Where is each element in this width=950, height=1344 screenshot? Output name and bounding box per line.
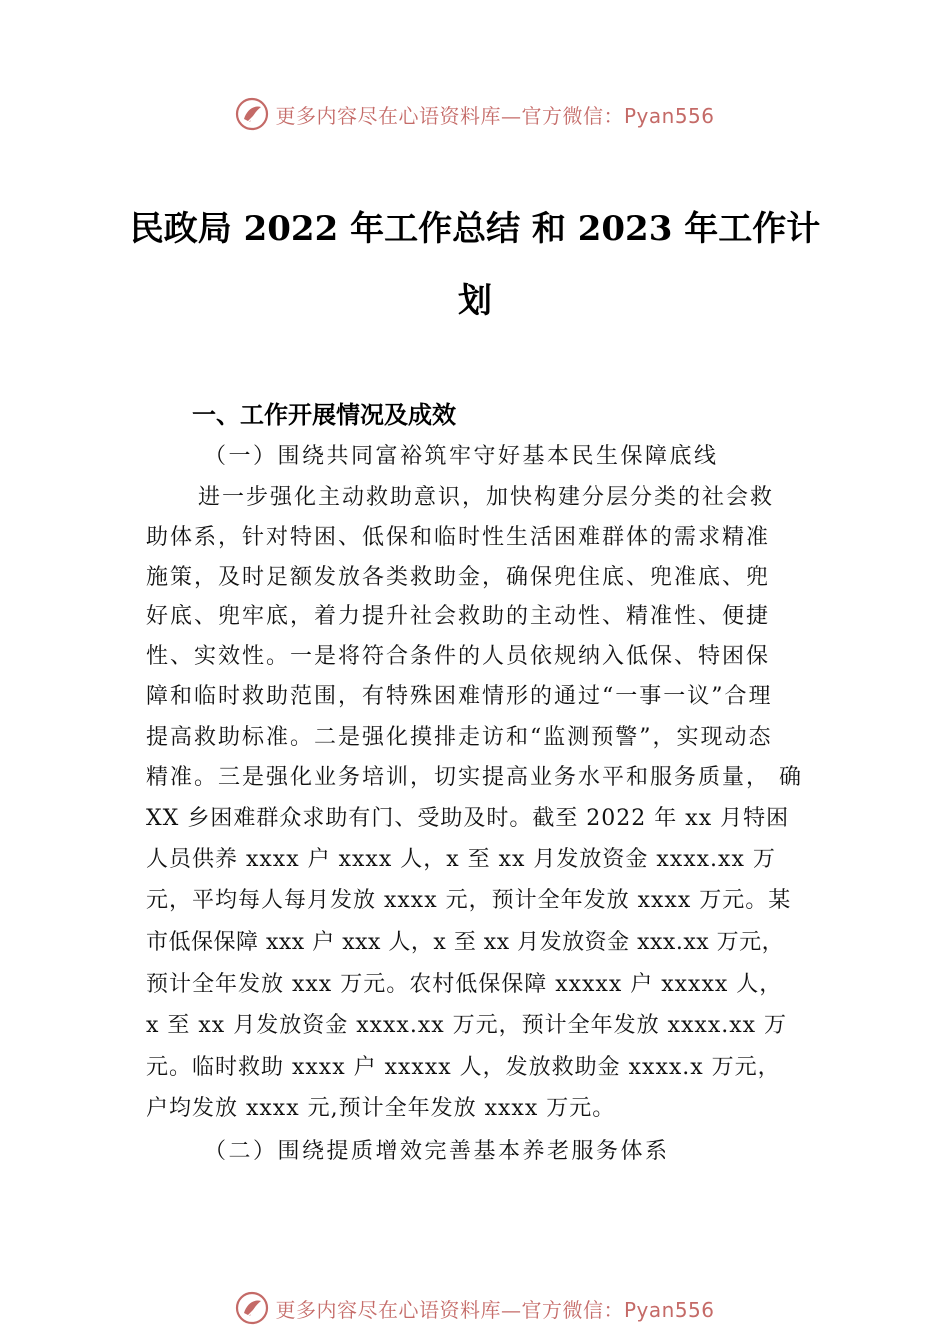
paragraph-line: 精准。三是强化业务培训，切实提高业务水平和服务质量， 确 xyxy=(146,765,803,790)
document-title-line-1: 民政局 2022 年工作总结 和 2023 年工作计 xyxy=(129,209,821,249)
document-title-line-2: 划 xyxy=(458,281,492,321)
paragraph-line: 好底、兜牢底，着力提升社会救助的主动性、精准性、便捷 xyxy=(146,604,771,629)
paragraph-line: 助体系，针对特困、低保和临时性生活困难群体的需求精准 xyxy=(146,525,771,550)
watermark-text xyxy=(275,1294,714,1323)
paragraph-line: 预计全年发放 xxx 万元。农村低保保障 xxxxx 户 xxxxx 人， xyxy=(146,972,783,997)
paragraph-line: 元，平均每人每月发放 xxxx 元，预计全年发放 xxxx 万元。某 xyxy=(146,888,792,913)
paragraph-line: 性、实效性。一是将符合条件的人员依规纳入低保、特困保 xyxy=(146,644,771,669)
paragraph-line: 提高救助标准。二是强化摸排走访和“监测预警”，实现动态 xyxy=(146,725,773,750)
subsection-heading-2: （二）围绕提质增效完善基本养老服务体系 xyxy=(204,1139,670,1164)
logo-icon xyxy=(235,1291,269,1325)
paragraph-line: 市低保保障 xxx 户 xxx 人，x 至 xx 月发放资金 xxx.xx 万元， xyxy=(146,930,785,955)
watermark-banner-bottom xyxy=(0,1288,950,1328)
section-heading: 一、工作开展情况及成效 xyxy=(192,400,456,429)
watermark-text xyxy=(275,100,714,129)
paragraph-line: 障和临时救助范围，有特殊困难情形的通过“一事一议”合理 xyxy=(146,684,773,709)
watermark-wechat-id: Pyan556 xyxy=(623,103,715,128)
watermark-label: 更多内容尽在心语资料库—官方微信： xyxy=(275,1297,624,1322)
paragraph-line: x 至 xx 月发放资金 xxxx.xx 万元，预计全年发放 xxxx.xx 万 xyxy=(146,1013,788,1038)
watermark-label: 更多内容尽在心语资料库—官方微信： xyxy=(275,103,624,128)
paragraph-line: 施策，及时足额发放各类救助金，确保兜住底、兜准底、兜 xyxy=(146,565,771,590)
logo-icon xyxy=(235,97,269,131)
paragraph-line: XX 乡困难群众求助有门、受助及时。截至 2022 年 xx 月特困 xyxy=(146,806,790,831)
watermark-wechat-id: Pyan556 xyxy=(623,1297,715,1322)
paragraph-line: 元。临时救助 xxxx 户 xxxxx 人，发放救助金 xxxx.x 万元， xyxy=(146,1055,781,1080)
paragraph-line: 户均发放 xxxx 元,预计全年发放 xxxx 万元。 xyxy=(146,1096,616,1121)
subsection-heading-1: （一）围绕共同富裕筑牢守好基本民生保障底线 xyxy=(204,444,719,469)
watermark-banner-top xyxy=(0,94,950,134)
paragraph-line: 人员供养 xxxx 户 xxxx 人，x 至 xx 月发放资金 xxxx.xx 万 xyxy=(146,847,776,872)
paragraph-line: 进一步强化主动救助意识，加快构建分层分类的社会救 xyxy=(198,485,775,510)
